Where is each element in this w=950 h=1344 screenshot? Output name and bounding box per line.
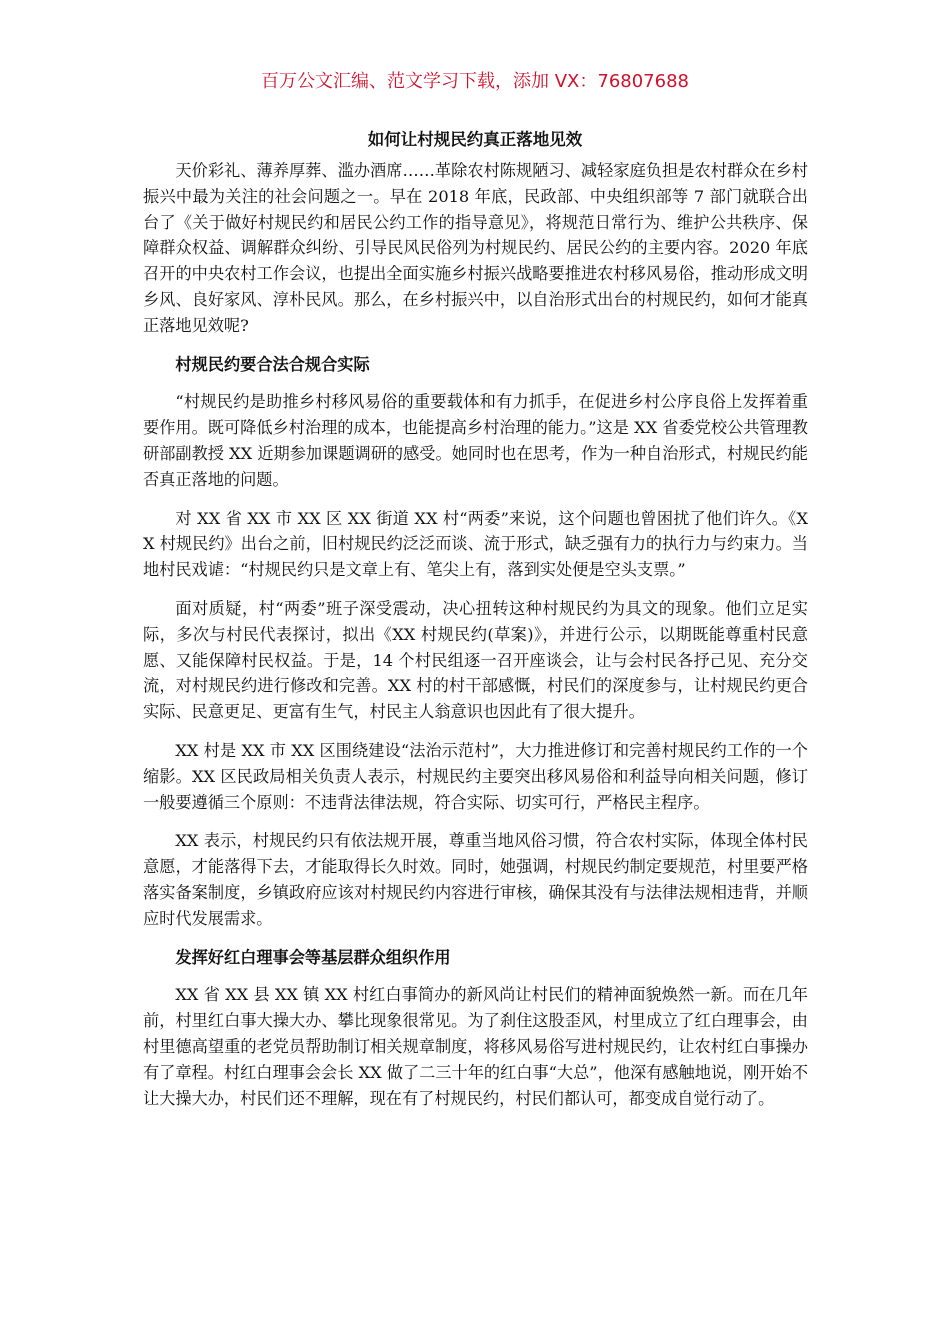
section-heading-1: 村规民约要合法合规合实际 xyxy=(175,354,370,374)
watermark-text: 百万公文汇编、范文学习下载，添加 VX：76807688 xyxy=(261,71,689,92)
paragraph: 面对质疑，村“两委”班子深受震动，决心扭转这种村规民约为具文的现象。他们立足实际，多次与村民代表探讨，拟出《XX 村规民约(草案)》，并进行公示，以期既能尊重村民意愿、又能保障村民权益。于是，14 个村民组逐一召开座谈会，让与会村民各抒己见、充分交流，对村规民约进行修改和完善。XX 村的村干部感慨，村民们的深度参与，让村规民约更合实际、民意更足、更富有生气，村民主人翁意识也因此有了很大提升。 xyxy=(143,598,808,722)
paragraph: XX 省 XX 县 XX 镇 XX 村红白事简办的新风尚让村民们的精神面貌焕然一新。而在几年前，村里红白事大操大办、攀比现象很常见。为了刹住这股歪风，村里成立了红白理事会，由村里德高望重的老党员帮助制订相关规章制度，将移风易俗写进村规民约，让农村红白事操办有了章程。村红白理事会会长 XX 做了二三十年的红白事“大总”，他深有感触地说，刚开始不让大操大办，村民们还不理解，现在有了村规民约，村民们都认可，都变成自觉行动了。 xyxy=(143,985,809,1108)
paragraph: “村规民约是助推乡村移风易俗的重要载体和有力抓手，在促进乡村公序良俗上发挥着重要作用。既可降低乡村治理的成本，也能提高乡村治理的能力。”这是 XX 省委党校公共管理教研部副教授 XX 近期参加课题调研的感受。她同时也在思考，作为一种自治形式，村规民约能否真正落地的问题。 xyxy=(143,392,808,489)
paragraph: 对 XX 省 XX 市 XX 区 XX 街道 XX 村“两委”来说，这个问题也曾困扰了他们许久。《XX 村规民约》出台之前，旧村规民约泛泛而谈、流于形式，缺乏强有力的执行力与约束力。当地村民戏谑：“村规民约只是文章上有、笔尖上有，落到实处便是空头支票。” xyxy=(143,508,808,580)
paragraph: XX 村是 XX 市 XX 区围绕建设“法治示范村”，大力推进修订和完善村规民约工作的一个缩影。XX 区民政局相关负责人表示，村规民约主要突出移风易俗和利益导向相关问题，修订一般要遵循三个原则：不违背法律法规，符合实际、切实可行，严格民主程序。 xyxy=(143,740,808,812)
paragraph: XX 表示，村规民约只有依法规开展，尊重当地风俗习惯，符合农村实际，体现全体村民意愿，才能落得下去，才能取得长久时效。同时，她强调，村规民约制定要规范，村里要严格落实备案制度，乡镇政府应该对村规民约内容进行审核，确保其没有与法律法规相违背，并顺应时代发展需求。 xyxy=(143,831,808,928)
section-heading-2: 发挥好红白理事会等基层群众组织作用 xyxy=(175,947,451,967)
document-body xyxy=(143,158,808,1124)
paragraph-intro: 天价彩礼、薄养厚葬、滥办酒席……革除农村陈规陋习、减轻家庭负担是农村群众在乡村振兴中最为关注的社会问题之一。早在 2018 年底，民政部、中央组织部等 7 部门就联合出台了《关于做好村规民约和居民公约工作的指导意见》，将规范日常行为、维护公共秩序、保障群众权益、调解群众纠纷、引导民风民俗列为村规民约、居民公约的主要内容。2020 年底召开的中央农村工作会议，也提出全面实施乡村振兴战略要推进农村移风易俗，推动形成文明乡风、良好家风、淳朴民风。那么，在乡村振兴中，以自治形式出台的村规民约，如何才能真正落地见效呢? xyxy=(143,161,808,335)
document-title: 如何让村规民约真正落地见效 xyxy=(367,130,583,149)
